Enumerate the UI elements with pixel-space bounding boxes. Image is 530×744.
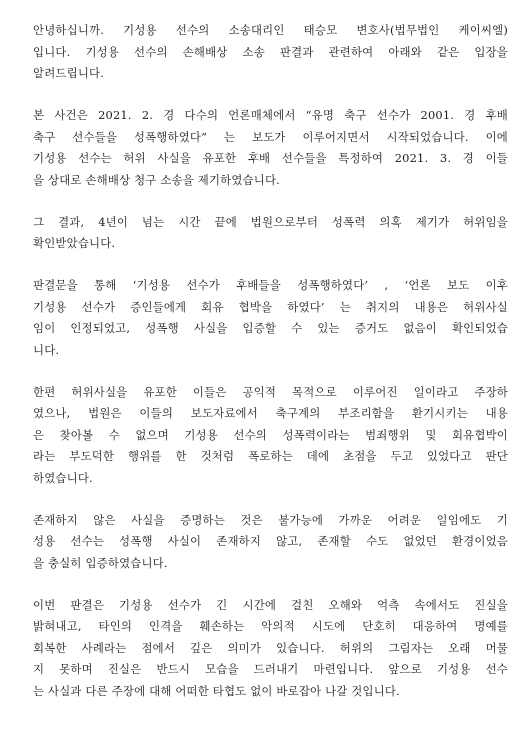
text-line: 그 결과, 4년이 넘는 시간 끝에 법원으로부터 성폭력 의혹 제기가 허위임을 (33, 214, 508, 229)
text-line: 확인받았습니다. (33, 236, 116, 250)
text-line: 밝혀내고, 타인의 인격을 훼손하는 악의적 시도에 단호히 대응하여 명예를 (33, 619, 508, 633)
text-line: 은 찾아볼 수 없으며 기성용 선수의 성폭력이라는 범죄행위 및 회유협박이 (33, 427, 508, 442)
text-line: 입니다. 기성용 선수의 손해배상 소송 판결과 관련하여 아래와 같은 입장을 (33, 44, 508, 59)
paragraph-conclusion (33, 595, 508, 703)
text-line: 니다. (33, 342, 60, 357)
text-line: 판결문을 통해 ‘기성용 선수가 후배들을 성폭행하였다’ , ‘언론 보도 이후 (33, 278, 508, 292)
text-line: 기성용 선수는 허위 사실을 유포한 후배 선수들을 특정하여 2021. 3. 경 이들 (33, 151, 508, 165)
text-line: 알려드립니다. (33, 66, 105, 80)
paragraph-public-interest (33, 382, 508, 490)
text-line: 축구 선수들을 성폭행하였다” 는 보도가 이루어지면서 시작되었습니다. 이에 (33, 129, 508, 144)
text-line: 회복한 사례라는 점에서 깊은 의미가 있습니다. 허위의 그림자는 오래 머물 (33, 640, 508, 655)
text-line: 라는 부도덕한 행위를 한 것처럼 폭로하는 데에 초점을 두고 있었다고 판단 (33, 449, 508, 463)
text-line: 한편 허위사실을 유포한 이들은 공익적 목적으로 이루어진 일이라고 주장하 (33, 384, 508, 399)
text-line: 본 사건은 2021. 2. 경 다수의 언론매체에서 “유명 축구 선수가 2001. 경 후배 (33, 108, 508, 122)
paragraph-result (33, 212, 508, 255)
paragraph-greeting (33, 20, 508, 85)
text-line: 기성용 선수가 증인들에게 회유 협박을 하였다’ 는 취지의 내용은 허위사실 (33, 299, 508, 314)
text-line: 임이 인정되었고, 성폭행 사실을 입증할 수 있는 증거도 없음이 확인되었습 (33, 321, 508, 335)
text-line: 성용 선수는 성폭행 사실이 존재하지 않고, 존재할 수도 없었던 환경이었음 (33, 534, 508, 548)
text-line: 을 상대로 손해배상 청구 소송을 제기하였습니다. (33, 172, 280, 187)
paragraph-background (33, 105, 508, 191)
text-line: 존재하지 않은 사실을 증명하는 것은 불가능에 가까운 어려운 일임에도 기 (33, 512, 508, 527)
text-line: 을 충실히 입증하였습니다. (33, 555, 168, 570)
paragraph-proof (33, 510, 508, 575)
text-line: 지 못하며 진실은 반드시 모습을 드러내기 마련입니다. 앞으로 기성용 선수 (33, 662, 508, 676)
text-line: 였으나, 법원은 이들의 보도자료에서 축구계의 부조리함을 환기시키는 내용 (33, 406, 508, 420)
text-line: 이번 판결은 기성용 선수가 긴 시간에 걸친 오해와 억측 속에서도 진실을 (33, 597, 508, 612)
text-line: 는 사실과 다른 주장에 대해 어떠한 타협도 없이 바로잡아 나갈 것입니다. (33, 683, 400, 698)
paragraph-ruling (33, 275, 508, 361)
text-line: 안녕하십니까. 기성용 선수의 소송대리인 태승모 변호사(법무법인 케이씨엘) (33, 23, 508, 37)
text-line: 하였습니다. (33, 470, 93, 485)
